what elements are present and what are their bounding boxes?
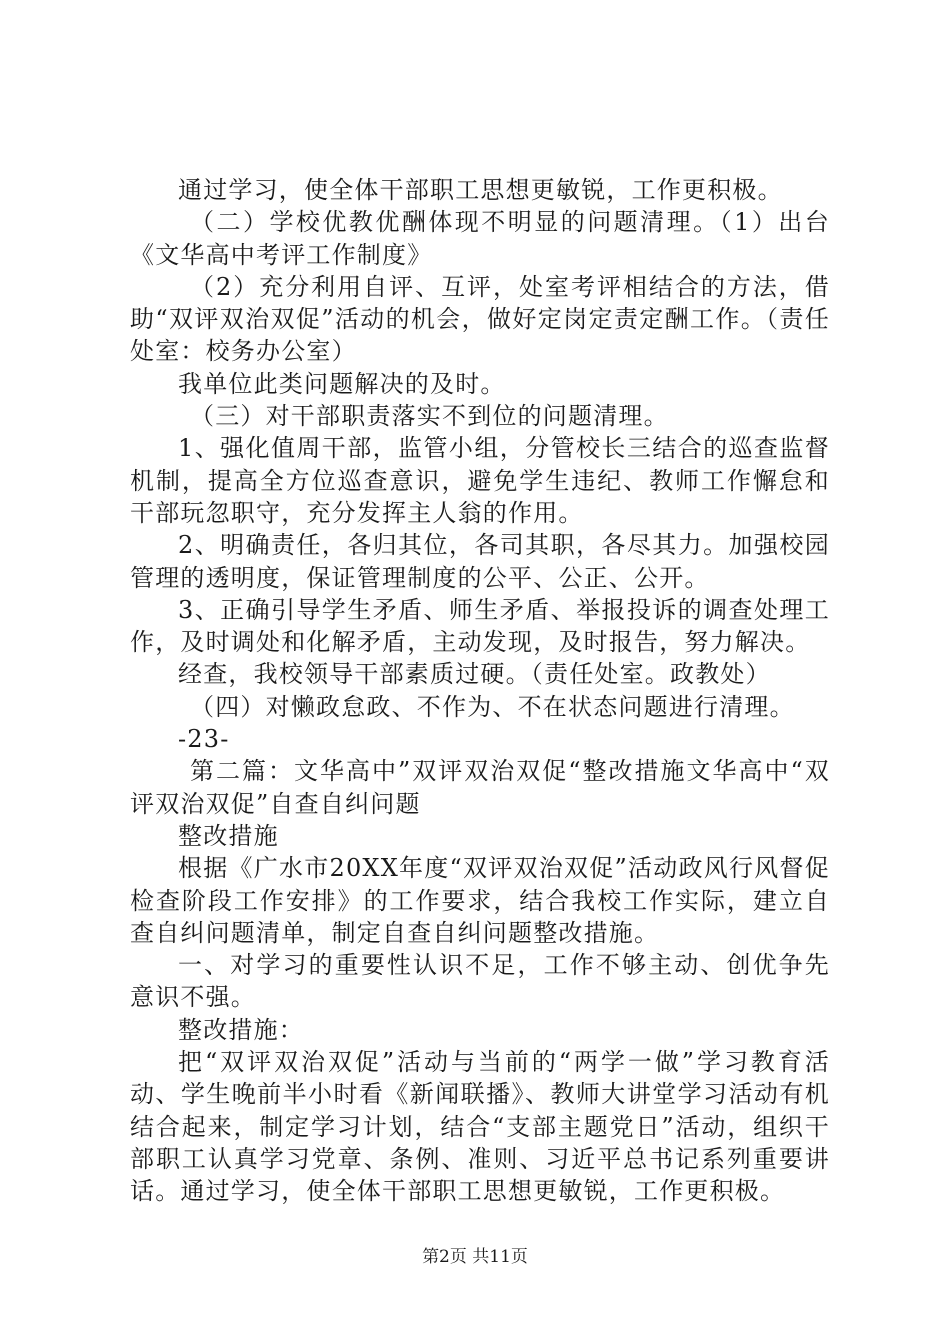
subheading: 整改措施 [178,821,279,850]
section-heading: （二）学校优教优酬体现不明显的问题清理。（1）出台《文华高中考评工作制度》 [130,208,830,269]
paragraph: 经查，我校领导干部素质过硬。（责任处室。政教处） [178,660,771,689]
chapter-title: 第二篇：文华高中”双评双治双促“整改措施文华高中“双评双治双促”自查自纠问题 [130,757,830,818]
paragraph: 1、强化值周干部，监管小组，分管校长三结合的巡查监督机制，提高全方位巡查意识，避免学生违纪、教师工作懈怠和干部玩忽职守，充分发挥主人翁的作用。 [130,434,830,527]
paragraph: 我单位此类问题解决的及时。 [178,369,506,398]
paragraph: （2）充分利用自评、互评，处室考评相结合的方法，借助“双评双治双促”活动的机会，做好定岗定责定酬工作。（责任处室：校务办公室） [130,272,830,366]
paragraph: 通过学习，使全体干部职工思想更敏锐，工作更积极。 [178,176,783,204]
page-footer: 第2页 共11页 [422,1247,528,1267]
subheading: 整改措施： [178,1015,304,1044]
document-body [130,174,830,1208]
paragraph: 一、对学习的重要性认识不足，工作不够主动、创优争先意识不强。 [130,951,830,1012]
paragraph: 根据《广水市20XX年度“双评双治双促”活动政风行风督促检查阶段工作安排》的工作要求，结合我校工作实际，建立自查自纠问题清单，制定自查自纠问题整改措施。 [130,854,830,947]
section-heading: （四）对懒政怠政、不作为、不在状态问题进行清理。 [190,692,795,721]
section-heading: （三）对干部职责落实不到位的问题清理。 [190,402,669,431]
paragraph: 把“双评双治双促”活动与当前的“两学一做”学习教育活动、学生晚前半小时看《新闻联播》、教师大讲堂学习活动有机结合起来，制定学习计划，结合“支部主题党日”活动，组织干部职工认真学习党章、条例、准则、习近平总书记系列重要讲话。通过学习，使全体干部职工思想更敏锐，工作更积极。 [130,1048,830,1206]
paragraph: 3、正确引导学生矛盾、师生矛盾、举报投诉的调查处理工作，及时调处和化解矛盾，主动发现，及时报告，努力解决。 [130,595,830,657]
inline-page-marker: -23- [178,725,230,754]
paragraph: 2、明确责任，各归其位，各司其职，各尽其力。加强校园管理的透明度，保证管理制度的公平、公正、公开。 [130,531,830,592]
